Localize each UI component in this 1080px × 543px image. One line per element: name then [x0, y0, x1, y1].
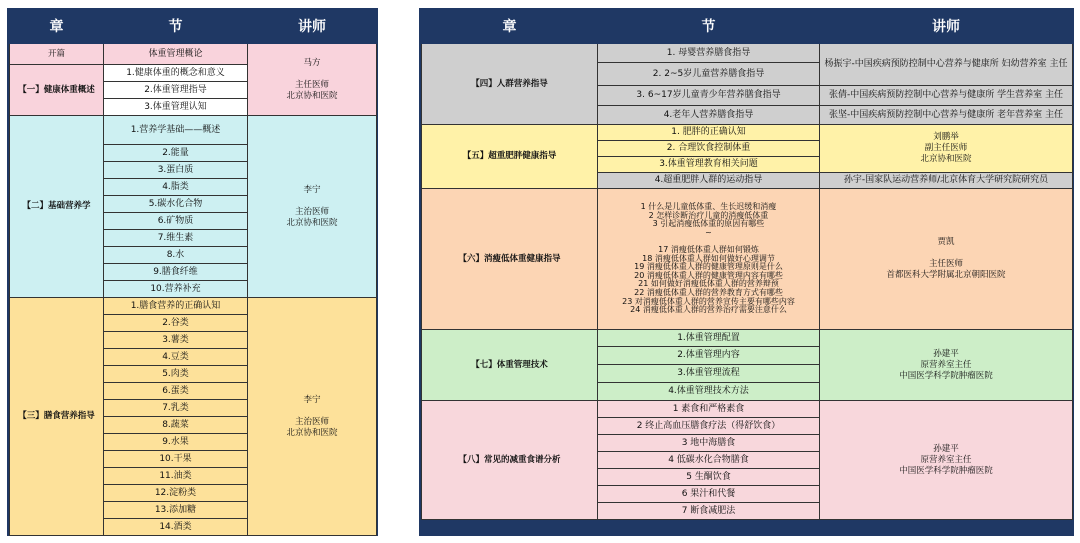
chapter-cell: 【三】膳食营养指导 — [10, 298, 104, 536]
section-cell: 2. 2~5岁儿童营养膳食指导 — [598, 63, 820, 86]
chapter-cell: 【四】人群营养指导 — [422, 44, 598, 125]
table-row — [10, 298, 377, 315]
section-cell: 8.蔬菜 — [104, 417, 248, 434]
section-cell: 7 断食减肥法 — [598, 503, 820, 520]
table-row — [422, 44, 1073, 63]
lecturer-cell: 孙建平 原营养室主任 中国医学科学院肿瘤医院 — [820, 401, 1073, 520]
chapter-cell: 开篇 — [10, 44, 104, 65]
section-cell: 1.健康体重的概念和意义 — [104, 65, 248, 82]
table-row — [10, 44, 377, 65]
right-curriculum-table — [421, 10, 1073, 520]
section-cell: 3.蛋白质 — [104, 162, 248, 179]
chapter-header: 章 — [10, 11, 104, 44]
section-cell: 6.矿物质 — [104, 213, 248, 230]
section-cell: 6 果汁和代餐 — [598, 486, 820, 503]
table-row — [422, 330, 1073, 347]
chapter-cell: 【八】常见的减重食谱分析 — [422, 401, 598, 520]
section-cell: 4.老年人营养膳食指导 — [598, 106, 820, 125]
section-cell: 1 素食和严格素食 — [598, 401, 820, 418]
section-cell: 10.营养补充 — [104, 281, 248, 298]
lecturer-cell: 李宁 主治医师 北京协和医院 — [248, 116, 377, 298]
left-curriculum-panel — [7, 8, 378, 536]
section-cell: 4.体重管理技术方法 — [598, 383, 820, 401]
section-cell: 8.水 — [104, 247, 248, 264]
chapter-cell: 【五】超重肥胖健康指导 — [422, 125, 598, 189]
lecturer-cell: 张坚-中国疾病预防控制中心营养与健康所 老年营养室 主任 — [820, 106, 1073, 125]
section-cell: 2.体重管理指导 — [104, 82, 248, 99]
right-curriculum-panel — [419, 8, 1074, 536]
section-cell: 5.碳水化合物 — [104, 196, 248, 213]
chapter-cell: 【一】健康体重概述 — [10, 65, 104, 116]
lecturer-cell: 张倩-中国疾病预防控制中心营养与健康所 学生营养室 主任 — [820, 86, 1073, 106]
section-cell: 13.添加糖 — [104, 502, 248, 519]
section-cell: 3. 6~17岁儿童青少年营养膳食指导 — [598, 86, 820, 106]
header-row — [422, 11, 1073, 44]
lecturer-cell: 刘鹏举 副主任医师 北京协和医院 — [820, 125, 1073, 173]
section-cell: 6.蛋类 — [104, 383, 248, 400]
section-cell: 4.超重肥胖人群的运动指导 — [598, 173, 820, 189]
section-header: 节 — [598, 11, 820, 44]
lecturer-cell: 孙宇-国家队运动营养师/北京体育大学研究院研究员 — [820, 173, 1073, 189]
table-row — [422, 125, 1073, 141]
section-cell: 5.肉类 — [104, 366, 248, 383]
section-cell: 3.体重管理认知 — [104, 99, 248, 116]
section-cell: 4.豆类 — [104, 349, 248, 366]
section-cell: 3.薯类 — [104, 332, 248, 349]
section-cell: 7.维生素 — [104, 230, 248, 247]
section-cell: 1.体重管理配置 — [598, 330, 820, 347]
table-row — [422, 401, 1073, 418]
chapter-header: 章 — [422, 11, 598, 44]
chapter-cell: 【七】体重管理技术 — [422, 330, 598, 401]
lecturer-cell: 贾凯 主任医师 首都医科大学附属北京朝阳医院 — [820, 189, 1073, 330]
section-cell: 2. 合理饮食控制体重 — [598, 141, 820, 157]
lecturer-cell: 杨振宇-中国疾病预防控制中心营养与健康所 妇幼营养室 主任 — [820, 44, 1073, 86]
section-cell: 1. 母婴营养膳食指导 — [598, 44, 820, 63]
section-cell: 2 终止高血压膳食疗法（得舒饮食） — [598, 418, 820, 435]
section-cell: 3.体重管理流程 — [598, 365, 820, 383]
section-cell: 1.膳食营养的正确认知 — [104, 298, 248, 315]
section-cell: 1. 肥胖的正确认知 — [598, 125, 820, 141]
section-cell: 4 低碳水化合物膳食 — [598, 452, 820, 469]
section-cell: 3.体重管理教育相关问题 — [598, 157, 820, 173]
lecturer-header: 讲师 — [248, 11, 377, 44]
section-cell: 2.能量 — [104, 145, 248, 162]
lecturer-header: 讲师 — [820, 11, 1073, 44]
section-cell: 7.乳类 — [104, 400, 248, 417]
section-cell: 1.营养学基础——概述 — [104, 116, 248, 145]
table-row — [10, 116, 377, 145]
section-cell: 11.油类 — [104, 468, 248, 485]
section-cell: 12.淀粉类 — [104, 485, 248, 502]
lecturer-cell: 孙建平 原营养室主任 中国医学科学院肿瘤医院 — [820, 330, 1073, 401]
section-cell: 3 地中海膳食 — [598, 435, 820, 452]
lecturer-cell: 马方 主任医师 北京协和医院 — [248, 44, 377, 116]
section-cell: 1 什么是儿童低体重、生长迟缓和消瘦 2 怎样诊断治疗儿童的消瘦低体重 3 引起消瘦低体重的原因有哪些 ~ 17 消瘦低体重人群如何锻炼 18 消瘦低体重人群如何做好心理调节 19 消瘦低体重人群的健康管理原则是什么 20 消瘦低体重人群的健康管理内容有哪些 21 如何做好消瘦低体重人群的营养辩预 22 消瘦低体重人群的营养教育方式有哪些 23 对消瘦低体重人群的营养宣传主要有哪些内容 24 消瘦低体重人群的营养治疗需要注意什么 — [598, 189, 820, 330]
section-header: 节 — [104, 11, 248, 44]
left-curriculum-table — [9, 10, 377, 536]
table-row — [422, 189, 1073, 330]
section-cell: 14.酒类 — [104, 519, 248, 536]
section-cell: 2.谷类 — [104, 315, 248, 332]
lecturer-cell: 李宁 主治医师 北京协和医院 — [248, 298, 377, 536]
section-cell: 5 生酮饮食 — [598, 469, 820, 486]
section-cell: 9.水果 — [104, 434, 248, 451]
header-row — [10, 11, 377, 44]
section-cell: 体重管理概论 — [104, 44, 248, 65]
section-cell: 9.膳食纤维 — [104, 264, 248, 281]
section-cell: 10.干果 — [104, 451, 248, 468]
section-cell: 2.体重管理内容 — [598, 347, 820, 365]
section-cell: 4.脂类 — [104, 179, 248, 196]
chapter-cell: 【六】消瘦低体重健康指导 — [422, 189, 598, 330]
chapter-cell: 【二】基础营养学 — [10, 116, 104, 298]
